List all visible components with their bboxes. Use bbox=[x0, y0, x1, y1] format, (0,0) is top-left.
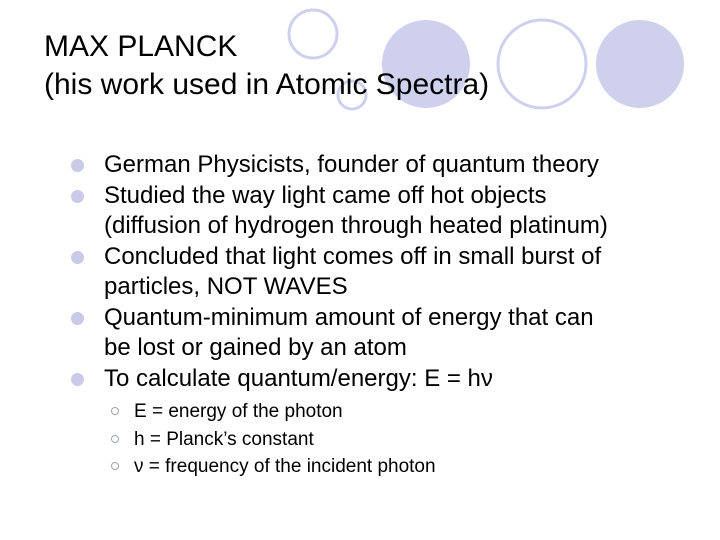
bullet-list bbox=[44, 150, 704, 394]
slide-title bbox=[44, 28, 684, 104]
sub-bullet-list bbox=[110, 398, 670, 481]
ring-bullet-icon bbox=[111, 407, 119, 415]
bullet-line: Quantum-minimum amount of energy that can bbox=[104, 303, 594, 331]
bullet-line: Concluded that light comes off in small burst of bbox=[104, 242, 602, 270]
bullet-item bbox=[44, 181, 704, 242]
bullet-item bbox=[44, 303, 704, 364]
sub-bullet-text: E = energy of the photon bbox=[134, 401, 343, 422]
bullet-dot-icon bbox=[71, 251, 84, 264]
sub-bullet-item bbox=[110, 426, 670, 454]
bullet-dot-icon bbox=[71, 373, 84, 386]
bullet-item bbox=[44, 364, 704, 395]
bullet-line: German Physicists, founder of quantum theory bbox=[104, 151, 599, 178]
bullet-item bbox=[44, 242, 704, 303]
sub-bullet-text: ν = frequency of the incident photon bbox=[134, 456, 436, 477]
bullet-dot-icon bbox=[71, 312, 84, 325]
title-line-2: (his work used in Atomic Spectra) bbox=[44, 68, 490, 101]
bullet-line: Studied the way light came off hot objects bbox=[104, 181, 547, 209]
ring-bullet-icon bbox=[111, 435, 119, 443]
bullet-line: be lost or gained by an atom bbox=[104, 334, 407, 361]
sub-bullet-item bbox=[110, 398, 670, 426]
bullet-dot-icon bbox=[71, 159, 84, 172]
sub-bullet-text: h = Planck’s constant bbox=[134, 428, 314, 450]
ring-bullet-icon bbox=[111, 462, 119, 470]
bullet-dot-icon bbox=[71, 190, 84, 203]
title-line-1: MAX PLANCK bbox=[44, 30, 238, 63]
sub-bullet-item bbox=[110, 453, 670, 481]
bullet-line: particles, NOT WAVES bbox=[104, 273, 348, 300]
bullet-item bbox=[44, 150, 704, 181]
bullet-line: To calculate quantum/energy: E = hν bbox=[104, 364, 493, 392]
bullet-line: (diffusion of hydrogen through heated platinum) bbox=[104, 212, 608, 239]
